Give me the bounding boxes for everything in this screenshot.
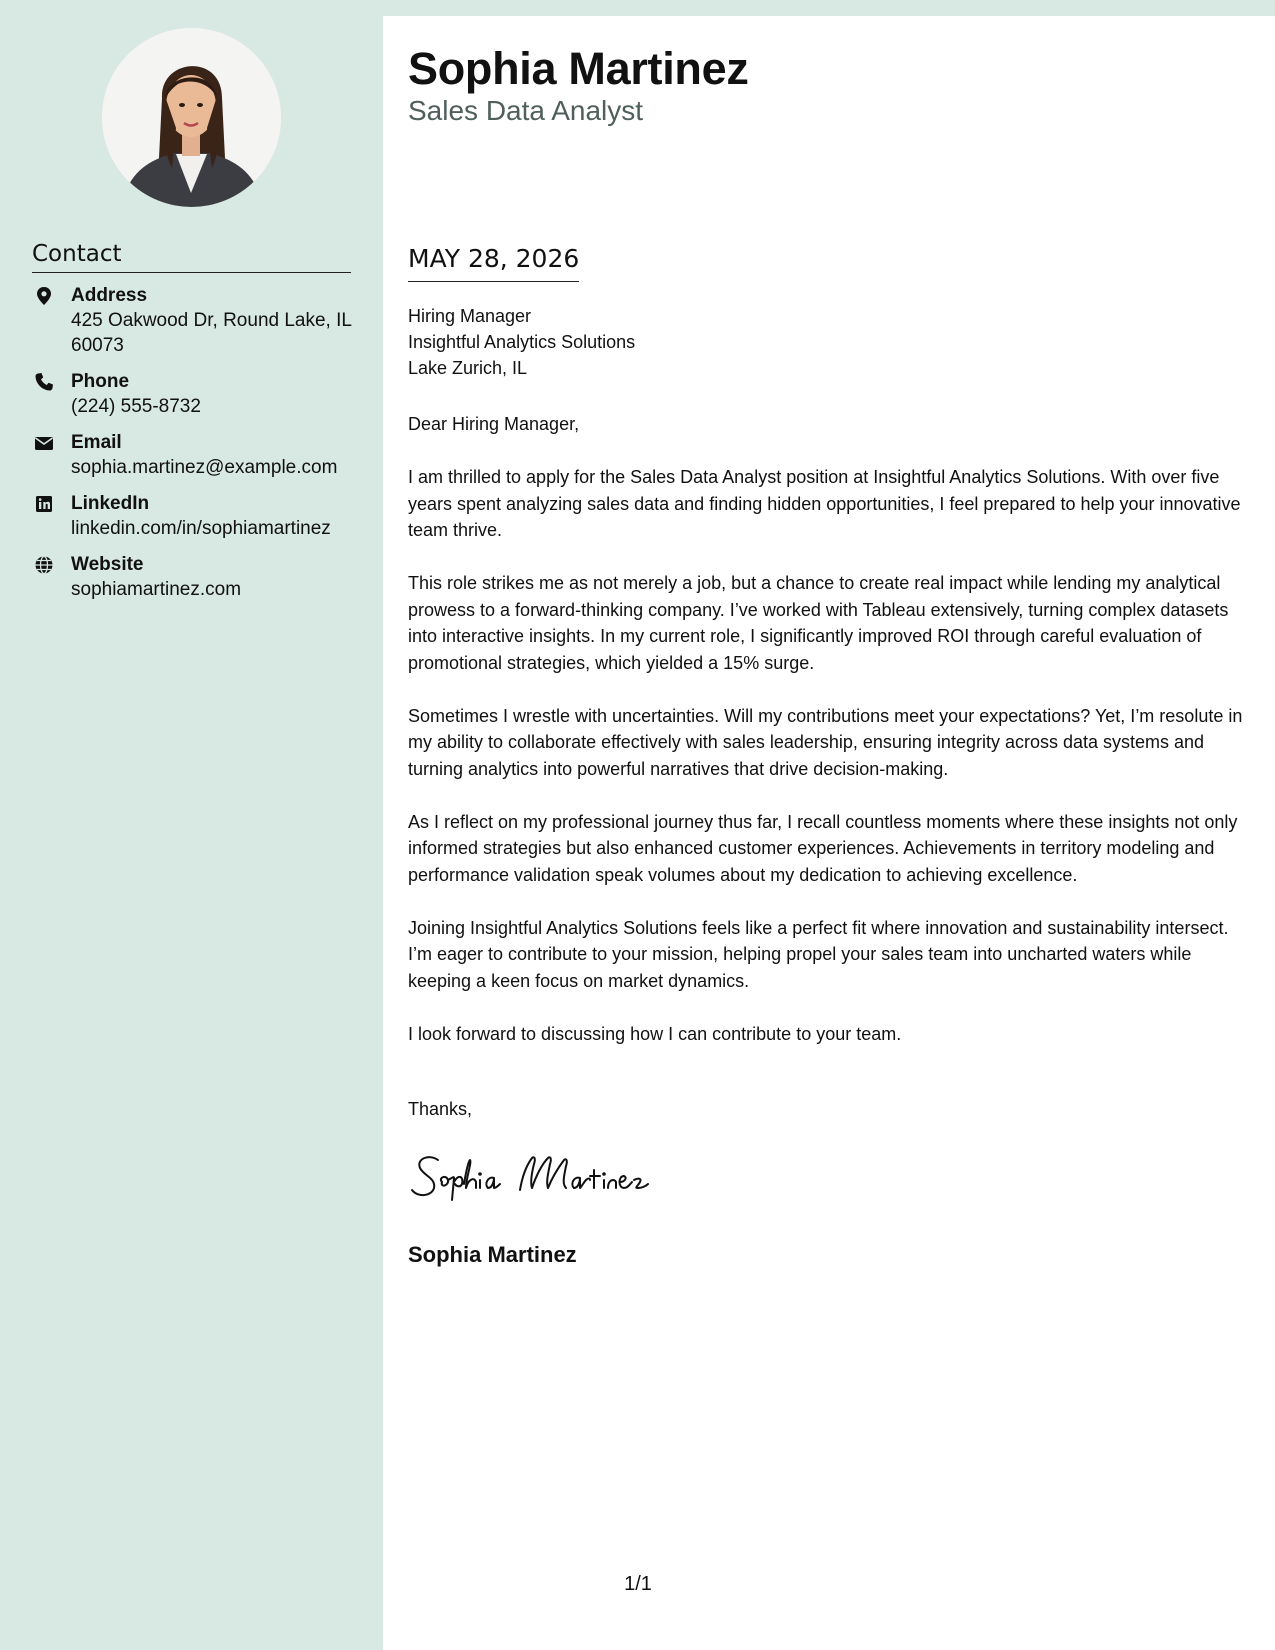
contact-email (32, 430, 362, 480)
contact-website (32, 552, 362, 602)
contact-address (32, 283, 362, 358)
page-number: 1/1 (624, 1573, 652, 1595)
letter-paragraph: As I reflect on my professional journey thus far, I recall countless moments where these insights not only informed strategies but also enhanced customer experiences. Achievements in territory modeling and performance validation speak volumes about my dedication to achieving excellence. (408, 811, 1238, 885)
phone-value: (224) 555-8732 (71, 396, 201, 417)
contact-linkedin (32, 491, 362, 541)
linkedin-icon (34, 494, 54, 514)
recipient-block (408, 303, 635, 381)
contact-label: Phone (71, 371, 130, 392)
website-value[interactable]: sophiamartinez.com (71, 579, 242, 600)
linkedin-value[interactable]: linkedin.com/in/sophiamartinez (71, 518, 331, 539)
contact-heading: Contact (32, 240, 351, 273)
contact-label: LinkedIn (71, 493, 150, 514)
letter-body (408, 411, 1244, 1074)
letter-paragraph: Joining Insightful Analytics Solutions feels like a perfect fit where innovation and sustainability intersect. I’m eager to contribute to your mission, helping propel your sales team into uncharted waters while keeping a keen focus on market dynamics. (408, 917, 1229, 991)
contact-label: Address (71, 285, 148, 306)
letter-paragraph: Sometimes I wrestle with uncertainties. Will my contributions meet your expectations? Yet, I’m resolute in my ability to collaborate effectively with sales leadership, ensuring integrity across data systems and turning analytics into powerful narratives that drive decision-making. (408, 705, 1243, 779)
location-pin-icon (34, 286, 54, 306)
closing: Thanks, (408, 1099, 473, 1119)
salutation: Dear Hiring Manager, (408, 414, 580, 434)
globe-icon (34, 555, 54, 575)
email-value[interactable]: sophia.martinez@example.com (71, 457, 338, 478)
phone-icon (34, 372, 54, 392)
address-value: 425 Oakwood Dr, Round Lake, IL 60073 (71, 310, 352, 356)
letter-paragraph: I look forward to discussing how I can contribute to your team. (408, 1023, 902, 1044)
profile-photo (102, 28, 281, 207)
contact-label: Email (71, 432, 122, 453)
letter-date: MAY 28, 2026 (408, 244, 579, 282)
handwritten-signature (408, 1148, 668, 1206)
envelope-icon (34, 433, 54, 453)
recipient-line: Insightful Analytics Solutions (408, 332, 636, 352)
recipient-line: Lake Zurich, IL (408, 358, 528, 378)
recipient-line: Hiring Manager (408, 306, 532, 326)
signed-name: Sophia Martinez (408, 1242, 577, 1267)
letter-paragraph: I am thrilled to apply for the Sales Data Analyst position at Insightful Analytics Solutions. With over five years spent analyzing sales data and finding hidden opportunities, I feel prepared to help your innovative team thrive. (408, 467, 1241, 540)
letter-paragraph: This role strikes me as not merely a job, but a chance to create real impact while lending my analytical prowess to a forward-thinking company. I’ve worked with Tableau extensively, turning complex datasets into interactive insights. In my current role, I significantly improved ROI through careful evaluation of promotional strategies, which yielded a 15% surge. (408, 573, 1229, 673)
applicant-name: Sophia Martinez (408, 43, 749, 94)
contact-list (32, 283, 362, 613)
contact-label: Website (71, 554, 144, 575)
job-title: Sales Data Analyst (408, 95, 644, 126)
contact-phone (32, 369, 362, 419)
